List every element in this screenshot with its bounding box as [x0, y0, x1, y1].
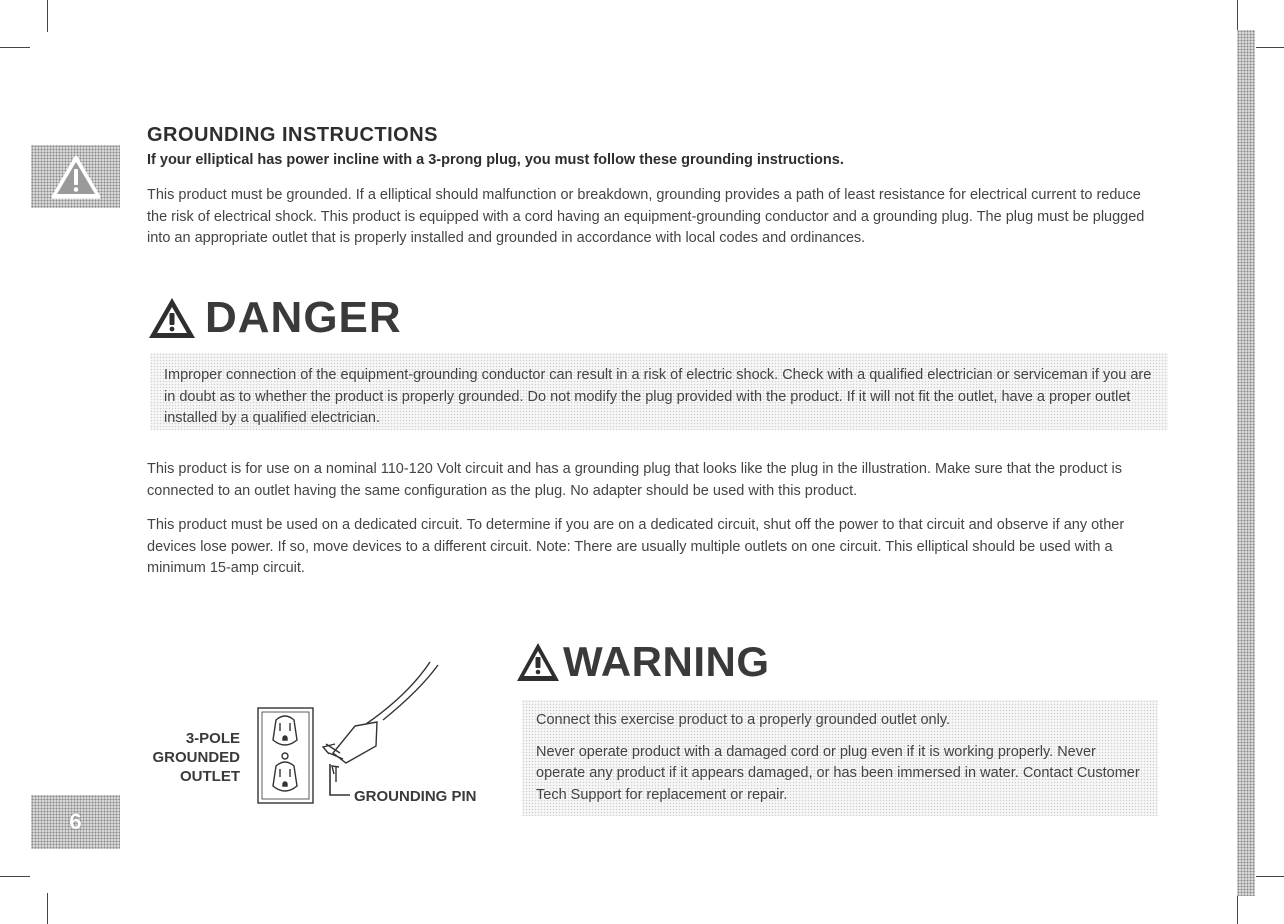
danger-heading [147, 293, 402, 343]
intro-paragraph: This product must be grounded. If a elliptical should malfunction or breakdown, grounding provides a path of least resistance for electrical current to reduce the risk of electrical shock. This product is equipped with a cord having an equipment-grounding conductor and a grounding plug. The plug must be plugged into an appropriate outlet that is properly installed and grounded in accordance with local codes and ordinances. [147, 187, 1145, 246]
crop-mark-bottom-right-h [1256, 876, 1284, 877]
crop-mark-top-right-v [1237, 0, 1238, 30]
page-number-tab [31, 795, 120, 849]
section-subtitle: If your elliptical has power incline with a 3-prong plug, you must follow these grounding instructions. [147, 152, 844, 168]
outlet-icon [258, 708, 313, 803]
side-tab-stripe [1237, 30, 1255, 896]
caution-tab [31, 145, 120, 208]
grounded-outlet-illustration [140, 660, 510, 810]
danger-text-box: Improper connection of the equipment-grounding conductor can result in a risk of electric shock. Check with a qualified electrician or serviceman if you are in doubt as to whether the product is properly grounded. Do not modify the plug provided with the product. If it will not fit the outlet, have a proper outlet installed by a qualified electrician. [150, 353, 1168, 430]
outlet-label-line2: GROUNDED [152, 749, 240, 766]
crop-mark-bottom-right-v [1237, 896, 1238, 924]
grounded-plug-icon [323, 662, 438, 795]
page-number: 6 [69, 809, 82, 834]
crop-mark-top-right-h [1256, 47, 1284, 48]
crop-mark-top-left-h [0, 47, 30, 48]
warning-label: WARNING [563, 638, 770, 685]
warning-heading [515, 638, 770, 686]
circuit-paragraph: This product must be used on a dedicated circuit. To determine if you are on a dedicated circuit, shut off the power to that circuit and observe if any other devices lose power. If so, move devices to a different circuit. Note: There are usually multiple outlets on one circuit. This elliptical should be used with a minimum 15-amp circuit. [147, 517, 1125, 576]
warning-line2: Never operate product with a damaged cord or plug even if it is working properly. Never operate any product if it appears damaged, or has been immersed in water. Contact Customer Tech Support for replacement or repair. [536, 743, 1140, 803]
alert-triangle-icon [515, 641, 561, 683]
grounding-pin-label: GROUNDING PIN [354, 788, 477, 805]
section-title: GROUNDING INSTRUCTIONS [147, 124, 438, 146]
crop-mark-top-left-v [47, 0, 48, 32]
warning-text-box [522, 700, 1158, 816]
voltage-paragraph: This product is for use on a nominal 110-120 Volt circuit and has a grounding plug that looks like the plug in the illustration. Make sure that the product is connected to an outlet having the same configuration as the plug. No adapter should be used with this product. [147, 461, 1123, 499]
warning-triangle-icon [51, 154, 101, 200]
outlet-label-line1: 3-POLE [185, 730, 240, 747]
danger-label: DANGER [205, 293, 402, 342]
crop-mark-bottom-left-v [47, 893, 48, 924]
warning-line1: Connect this exercise product to a properly grounded outlet only. [536, 712, 951, 728]
alert-triangle-icon [147, 296, 197, 340]
crop-mark-bottom-left-h [0, 876, 30, 877]
outlet-label-line3: OUTLET [180, 768, 240, 785]
